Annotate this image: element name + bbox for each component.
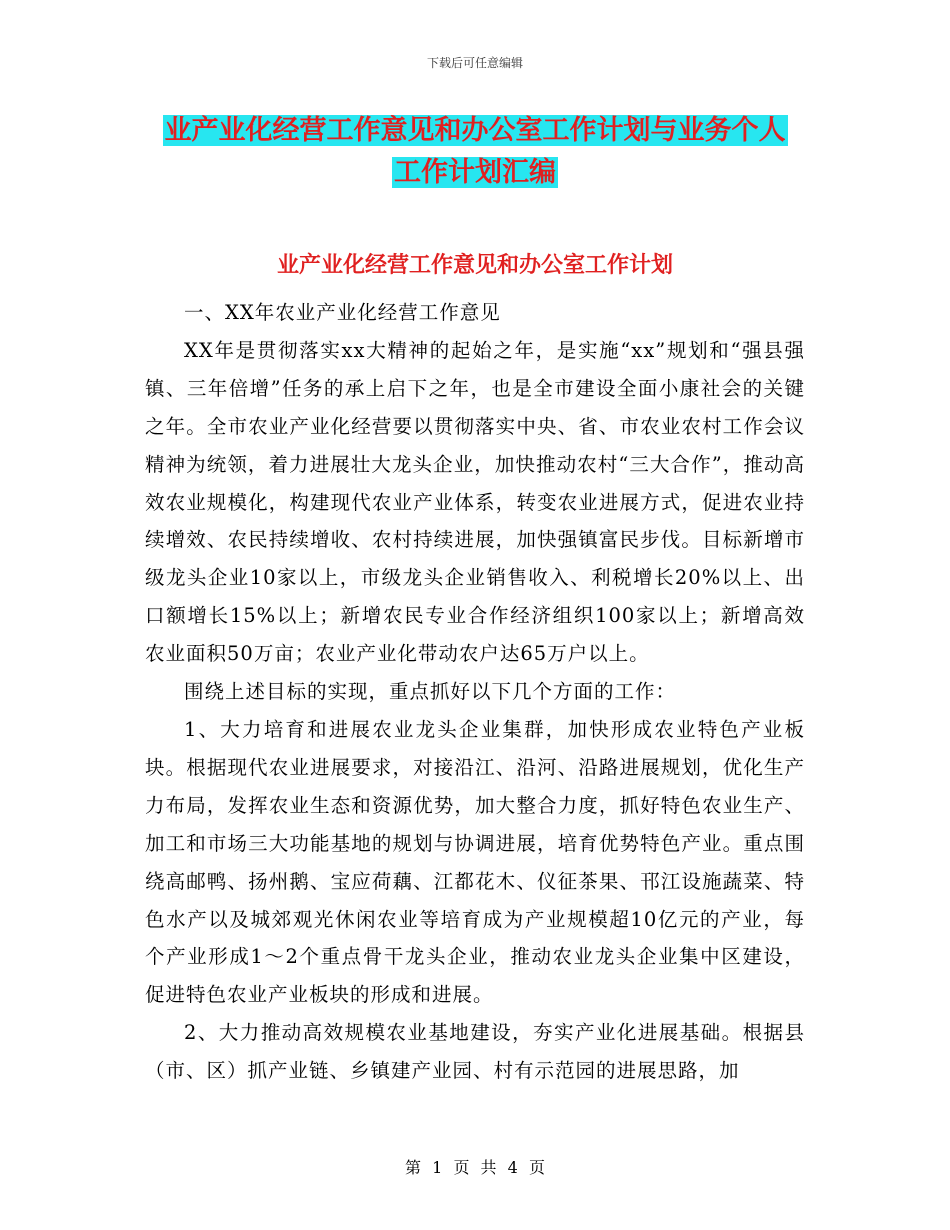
paragraph: XX年是贯彻落实xx大精神的起始之年，是实施“xx”规划和“强县强镇、三年倍增”任务的承上启下之年，也是全市建设全面小康社会的关键之年。全市农业产业化经营要以贯彻落实中央、省、市农业农村工作会议精神为统领，着力进展壮大龙头企业，加快推动农村“三大合作”，推动高效农业规模化，构建现代农业产业体系，转变农业进展方式，促进农业持续增效、农民持续增收、农村持续进展，加快强镇富民步伐。目标新增市级龙头企业10家以上，市级龙头企业销售收入、利税增长20%以上、出口额增长15%以上；新增农民专业合作经济组织100家以上；新增高效农业面积50万亩；农业产业化带动农户达65万户以上。	[145, 338, 805, 666]
page-label: 页	[453, 1158, 470, 1177]
page-label: 第	[405, 1158, 422, 1177]
page-label: 页	[528, 1158, 545, 1177]
title-line-2: 工作计划汇编	[394, 157, 556, 188]
page-footer	[0, 1155, 950, 1178]
paragraph: 围绕上述目标的实现，重点抓好以下几个方面的工作：	[184, 680, 677, 704]
title-line-1: 业产业化经营工作意见和办公室工作计划与业务个人	[164, 115, 786, 146]
section-title: 业产业化经营工作意见和办公室工作计划	[276, 253, 673, 278]
paragraph: 一、XX年农业产业化经营工作意见	[184, 301, 501, 324]
paragraph: 2、大力推动高效规模农业基地建设，夯实产业化进展基础。根据县（市、区）抓产业链、乡镇建产业园、村有示范园的进展思路，加	[145, 1021, 805, 1083]
document-title	[100, 110, 850, 194]
paragraph: 1、大力培育和进展农业龙头企业集群，加快形成农业特色产业板块。根据现代农业进展要求，对接沿江、沿河、沿路进展规划，优化生产力布局，发挥农业生态和资源优势，加大整合力度，抓好特色农业生产、加工和市场三大功能基地的规划与协调进展，培育优势特色产业。重点围绕高邮鸭、扬州鹅、宝应荷藕、江都花木、仪征茶果、邗江设施蔬菜、特色水产以及城郊观光休闲农业等培育成为产业规模超10亿元的产业，每个产业形成1～2个重点骨干龙头企业，推动农业龙头企业集中区建设，促进特色农业产业板块的形成和进展。	[145, 717, 805, 1007]
page-number: 1	[432, 1158, 443, 1177]
header-note: 下载后可任意编辑	[426, 56, 523, 70]
total-pages: 4	[507, 1158, 518, 1177]
body-text	[145, 294, 805, 1090]
total-label: 共	[480, 1158, 497, 1177]
